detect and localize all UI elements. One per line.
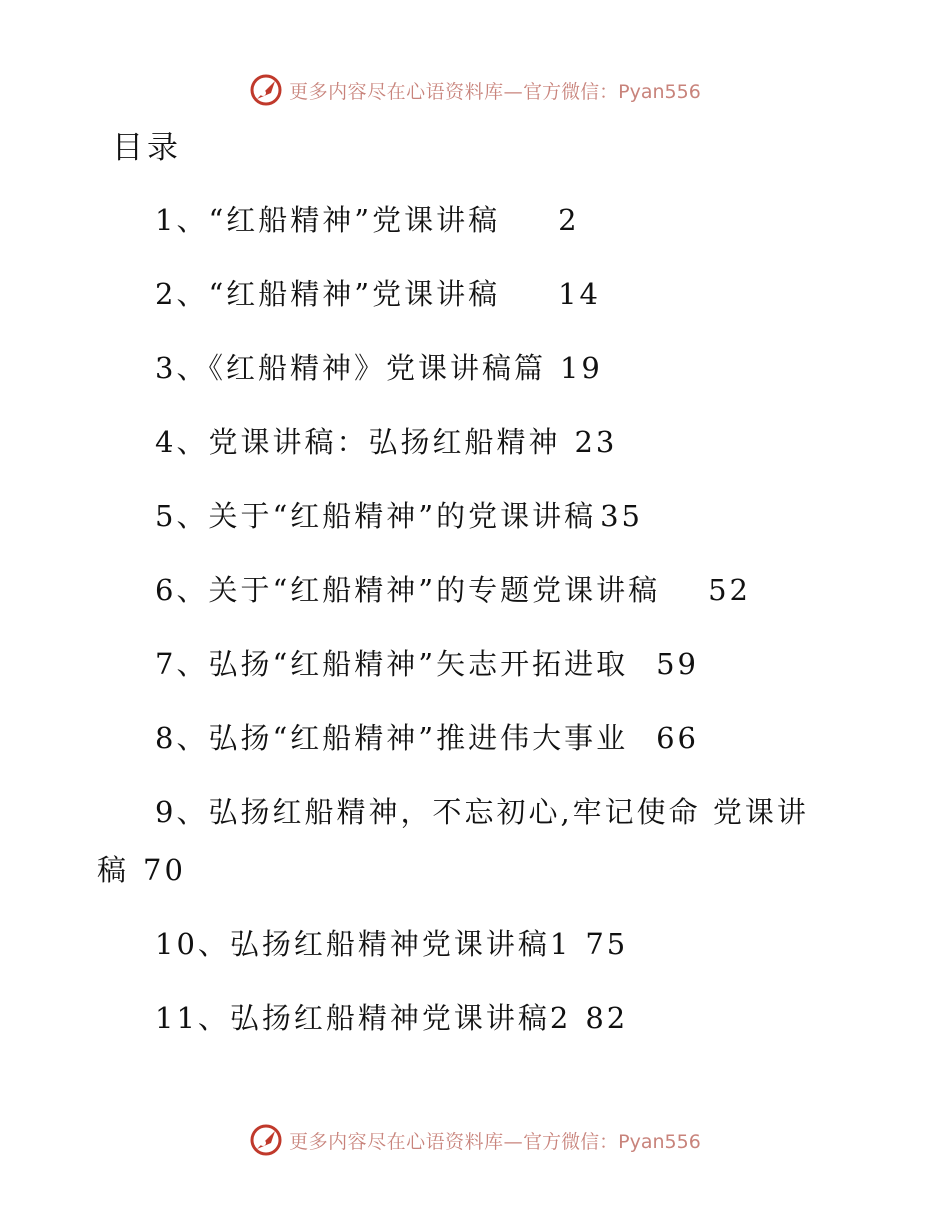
toc-item-page: 52 [708,573,752,607]
toc-item [155,792,809,832]
toc-item [155,274,601,314]
toc-item [155,998,628,1038]
toc-item-label: 3、《红船精神》党课讲稿篇 [155,351,546,385]
toc-item-page: 75 [585,927,629,961]
banner-wechat: 官方微信：Pyan556 [523,80,701,103]
toc-item-page: 2 [558,203,580,237]
toc-item-label: 2、“红船精神”党课讲稿 [155,277,501,311]
toc-item-page: 70 [143,853,186,887]
toc-item [155,422,617,462]
toc-item-label: 5、关于“红船精神”的党课讲稿 [155,499,597,533]
footer-watermark-banner [0,1120,950,1160]
toc-item-label: 1、“红船精神”党课讲稿 [155,203,501,237]
banner-text: 更多内容尽在心语资料库— [289,80,524,103]
toc-item-label: 6、关于“红船精神”的专题党课讲稿 [155,573,661,607]
toc-item [155,718,699,758]
toc-item [155,348,603,388]
toc-item-page: 82 [585,1001,629,1035]
header-watermark-banner [0,70,950,110]
banner-wechat: 官方微信：Pyan556 [523,1130,701,1153]
toc-item-label: 9、弘扬红船精神，不忘初心,牢记使命 党课讲 [155,795,809,829]
toc-item-label: 8、弘扬“红船精神”推进伟大事业 [155,721,629,755]
quill-logo-icon [249,73,283,107]
toc-item-page: 14 [558,277,602,311]
toc-item-page: 66 [656,721,700,755]
toc-item-page: 35 [600,499,644,533]
toc-item-page: 19 [559,351,603,385]
toc-item-page: 23 [574,425,618,459]
toc-item-label: 4、党课讲稿：弘扬红船精神 [155,425,561,459]
banner-text: 更多内容尽在心语资料库— [289,1130,524,1153]
toc-item [155,644,699,684]
toc-item [155,496,643,536]
toc-item-page: 59 [656,647,700,681]
toc-item-label: 7、弘扬“红船精神”矢志开拓进取 [155,647,629,681]
toc-item-label: 10、弘扬红船精神党课讲稿1 [155,927,572,961]
toc-item [155,570,751,610]
toc-item-label: 稿 [97,853,130,887]
page-title: 目录 [112,130,182,166]
quill-logo-icon [249,1123,283,1157]
toc-item-label: 11、弘扬红船精神党课讲稿2 [155,1001,572,1035]
toc-item-continuation [97,850,186,890]
toc-item [155,200,580,240]
toc-item [155,924,628,964]
